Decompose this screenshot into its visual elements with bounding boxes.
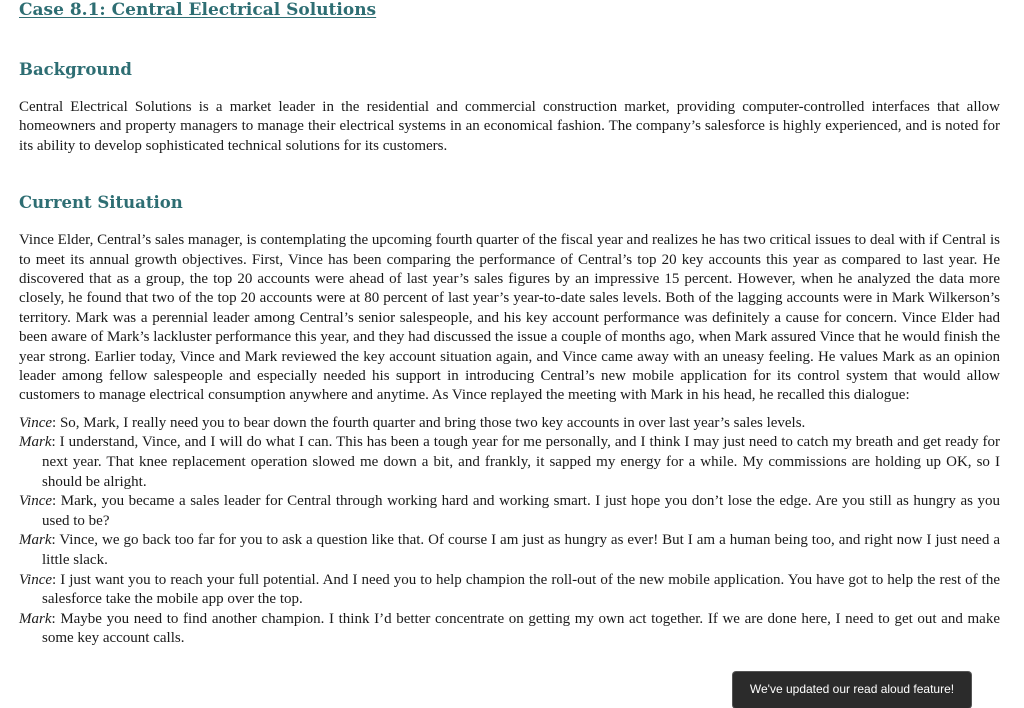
speaker-colon: : xyxy=(51,610,56,627)
dialogue-text: I just want you to reach your full potential. And I need you to help champion the roll-out of the new mobile application. You have got to help the rest of the salesforce take the mobile app over the top. xyxy=(42,571,1000,608)
dialogue-text: Maybe you need to find another champion. I think I’d better concentrate on getting my own act together. If we are done here, I need to get out and make some key account calls. xyxy=(42,610,1000,647)
dialogue-line xyxy=(19,414,1000,434)
dialogue-line xyxy=(19,433,1000,492)
section-heading-current-situation: Current Situation xyxy=(19,193,183,213)
speaker-name: Vince xyxy=(19,571,53,588)
speaker-colon: : xyxy=(52,493,57,510)
speaker-colon: : xyxy=(51,532,56,549)
document-page xyxy=(19,0,1000,649)
speaker-colon: : xyxy=(52,414,57,431)
dialogue-text: Vince, we go back too far for you to ask a question like that. Of course I am just as hungry as ever! But I am a human being too, and right now I just need a little slack. xyxy=(42,532,1000,569)
speaker-name: Mark xyxy=(19,532,52,549)
dialogue-line xyxy=(19,492,1000,531)
dialogue-text: So, Mark, I really need you to bear down the fourth quarter and bring those two key accounts in over last year’s sales levels. xyxy=(56,414,806,431)
current-situation-paragraph: Vince Elder, Central’s sales manager, is contemplating the upcoming fourth quarter of the fiscal year and realizes he has two critical issues to deal with if Central is to meet its annual growth objectives. First, Vince has been comparing the performance of Central’s top 20 key accounts this year as compared to last year. He discovered that as a group, the top 20 accounts were ahead of last year’s sales figures by an impressive 15 percent. However, when he analyzed the data more closely, he found that two of the top 20 accounts were at 80 percent of last year’s year-to-date sales levels. Both of the lagging accounts were in Mark Wilkerson’s territory. Mark was a perennial leader among Central’s senior salespeople, and his key account performance was definitely a cause for concern. Vince Elder had been aware of Mark’s lackluster performance this year, and they had discussed the issue a couple of months ago, when Mark assured Vince that he would finish the year strong. Earlier today, Vince and Mark reviewed the key account situation again, and Vince came away with an uneasy feeling. He values Mark as an opinion leader among fellow salespeople and especially needed his support in introducing Central’s new mobile application for its control system that would allow customers to manage electrical consumption anywhere and anytime. As Vince replayed the meeting with Mark in his head, he recalled this dialogue: xyxy=(19,232,1000,404)
dialogue xyxy=(19,414,1000,649)
case-title-link[interactable]: Case 8.1: Central Electrical Solutions xyxy=(19,0,377,20)
speaker-name: Vince xyxy=(19,414,53,431)
dialogue-line xyxy=(19,571,1000,610)
speaker-colon: : xyxy=(52,571,57,588)
speaker-name: Vince xyxy=(19,493,53,510)
dialogue-text: Mark, you became a sales leader for Central through working hard and working smart. I just hope you don’t lose the edge. Are you still as hungry as you used to be? xyxy=(42,493,1000,529)
background-paragraph: Central Electrical Solutions is a market leader in the residential and commercial construction market, providing computer-controlled interfaces that allow homeowners and property managers to manage their electrical systems in an economical fashion. The company’s salesforce is highly experienced, and is noted for its ability to develop sophisticated technical solutions for its customers. xyxy=(19,99,1000,154)
dialogue-line xyxy=(19,610,1000,649)
speaker-name: Mark xyxy=(19,610,52,627)
speaker-colon: : xyxy=(51,434,56,451)
dialogue-line xyxy=(19,531,1000,570)
read-aloud-update-toast[interactable] xyxy=(733,672,971,708)
dialogue-text: I understand, Vince, and I will do what I can. This has been a tough year for me personally, and I think I may just need to catch my breath and get ready for next year. That knee replacement operation slowed me down a bit, and frankly, it sapped my energy for a while. My commissions are holding up OK, so I should be alright. xyxy=(42,434,1000,490)
toast-label: We've updated our read aloud feature! xyxy=(749,682,955,696)
speaker-name: Mark xyxy=(19,434,52,451)
section-heading-background: Background xyxy=(19,60,132,79)
